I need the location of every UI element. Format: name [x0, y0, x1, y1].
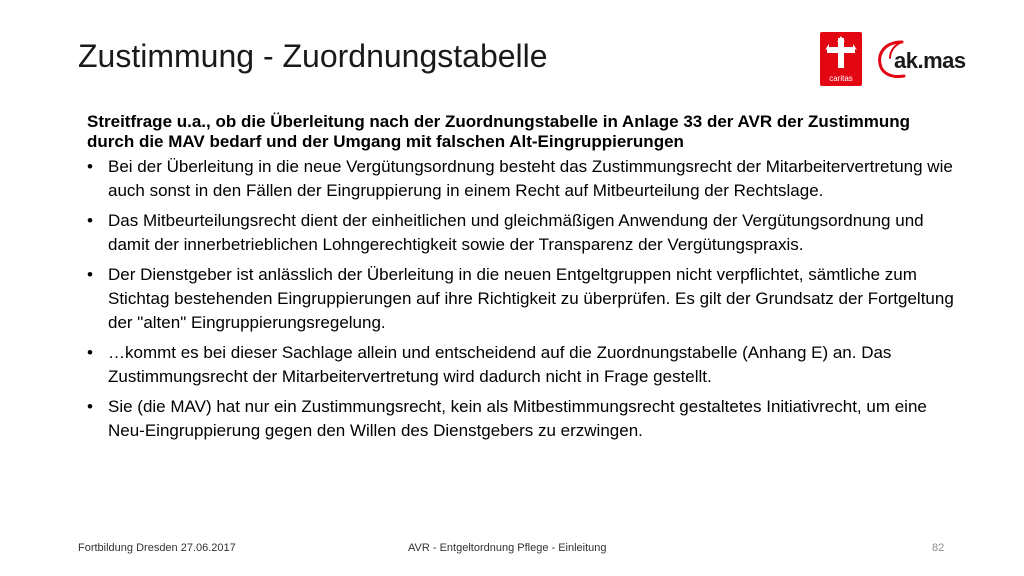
bullet-item — [87, 341, 955, 389]
bullet-icon: • — [87, 265, 93, 284]
bullet-text: Das Mitbeurteilungsrecht dient der einheitlichen und gleichmäßigen Anwendung der Vergütungsordnung und damit der innerbetrieblichen Lohngerechtigkeit sowie der Transparenz der Vergütungspraxis. — [108, 211, 924, 254]
akmas-logo-text: ak.mas — [894, 48, 966, 73]
bullet-list — [87, 155, 955, 443]
bullet-text: Sie (die MAV) hat nur ein Zustimmungsrecht, kein als Mitbestimmungsrecht gestaltetes Initiativrecht, um eine Neu-Eingruppierung gegen den Willen des Dienstgebers zu erzwingen. — [108, 397, 927, 440]
bullet-icon: • — [87, 397, 93, 416]
bullet-text: Bei der Überleitung in die neue Vergütungsordnung besteht das Zustimmungsrecht der Mitarbeitervertretung wie auch sonst in den Fällen der Eingruppierung in einem Recht auf Mitbeurteilung der Rechtslage. — [108, 157, 953, 200]
bullet-text: …kommt es bei dieser Sachlage allein und entscheidend auf die Zuordnungstabelle (Anhang E) an. Das Zustimmungsrecht der Mitarbeitervertretung wird dadurch nicht in Frage gestellt. — [108, 343, 892, 386]
caritas-logo-text: caritas — [829, 74, 853, 83]
flame-cross-icon — [820, 32, 862, 74]
slide-body — [87, 112, 955, 449]
bullet-item — [87, 395, 955, 443]
footer-event: Fortbildung Dresden 27.06.2017 — [78, 542, 236, 554]
lead-paragraph: Streitfrage u.a., ob die Überleitung nach der Zuordnungstabelle in Anlage 33 der AVR der Zustimmung durch die MAV bedarf und der Umgang mit falschen Alt-Eingruppierungen — [87, 112, 911, 151]
bullet-text: Der Dienstgeber ist anlässlich der Überleitung in die neuen Entgeltgruppen nicht verpflichtet, sämtliche zum Stichtag bestehenden Eingruppierungen auf ihre Richtigkeit zu überprüfen. Es gilt der Grundsatz der Fortgeltung der "alten" Eingruppierungsregelung. — [108, 265, 954, 332]
page-number: 82 — [932, 542, 945, 554]
bullet-icon: • — [87, 343, 93, 362]
bullet-icon: • — [87, 157, 93, 176]
akmas-logo — [876, 36, 970, 82]
bullet-icon: • — [87, 211, 93, 230]
bullet-item — [87, 155, 955, 203]
footer-topic: AVR - Entgeltordnung Pflege - Einleitung — [408, 542, 607, 554]
caritas-logo — [820, 32, 862, 86]
bullet-item — [87, 263, 955, 335]
bullet-item — [87, 209, 955, 257]
slide-title: Zustimmung - Zuordnungstabelle — [78, 38, 548, 74]
